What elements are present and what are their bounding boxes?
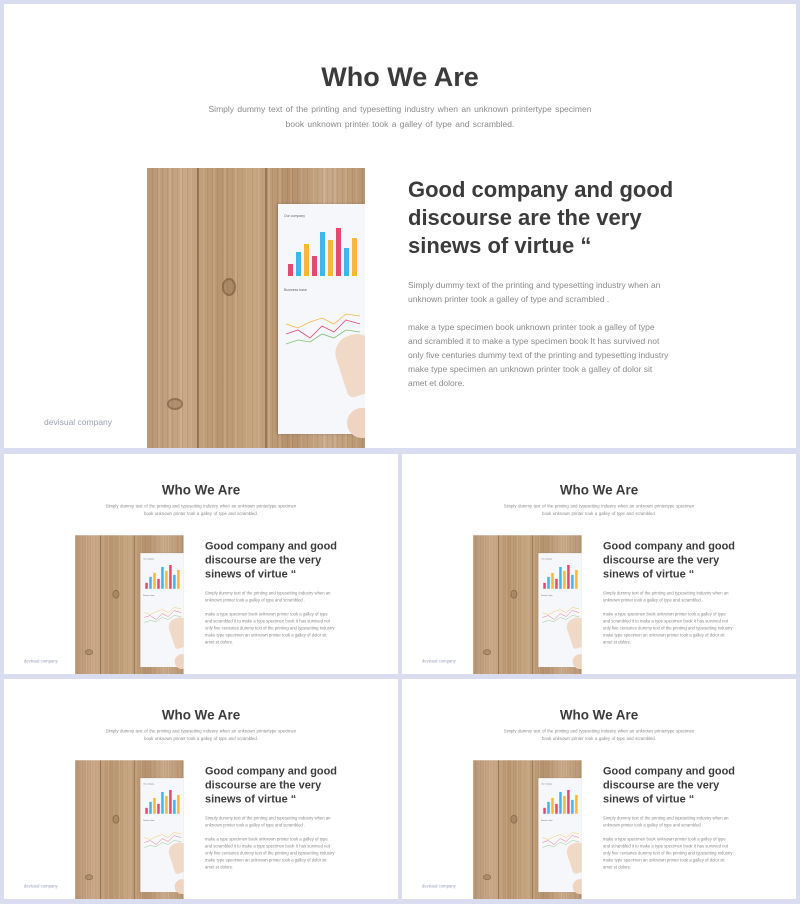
slide-subtitle: Simply dummy text of the printing and typesetting industry when an unknown printertype specimen book unknown printer took a galley of type and scrambled. — [105, 503, 297, 516]
quote-heading: Good company and good discourse are the very sinews of virtue “ — [204, 764, 337, 805]
body-paragraph-2: make a type specimen book unknown printer took a galley of type and scrambled it to make a type specimen book It has survived not only five centuries dummy text of the printing and typesetting industry make type specimen an unknown printer took a galley of dolor sit amet et dolore. — [204, 611, 335, 645]
slide-content — [4, 454, 398, 674]
body-paragraph-1: Simply dummy text of the printing and typesetting industry when an unknown printer took a galley of type and scrambled . — [204, 815, 331, 828]
hand-image — [573, 654, 582, 669]
paper-label: Our company — [541, 558, 552, 561]
slide-title: Who We Are — [559, 707, 639, 723]
hand-image — [573, 879, 582, 894]
slide-thumbnail-2[interactable] — [402, 454, 796, 674]
company-footer: devisual company — [23, 658, 58, 664]
paper-label: Business base — [284, 288, 307, 292]
slide-thumbnail-1[interactable] — [4, 454, 398, 674]
quote-heading: Good company and good discourse are the very sinews of virtue “ — [204, 539, 337, 580]
slide-title: Who We Are — [161, 707, 241, 723]
body-paragraph-2: make a type specimen book unknown printer took a galley of type and scrambled it to make a type specimen book It has survived not only five centuries dummy text of the printing and typesetting industry make type specimen an unknown printer took a galley of dolor sit amet et dolore. — [408, 322, 669, 388]
hand-image — [175, 654, 184, 669]
wood-table-photo — [147, 168, 365, 448]
slide-content — [4, 4, 796, 448]
body-paragraph-1: Simply dummy text of the printing and typesetting industry when an unknown printer took a galley of type and scrambled . — [602, 815, 729, 828]
slide-content — [402, 454, 796, 674]
paper-label: Our company — [284, 214, 306, 218]
company-footer: devisual company — [23, 883, 58, 889]
wood-table-photo — [473, 535, 581, 674]
company-footer: devisual company — [421, 658, 456, 664]
slide-title: Who We Are — [161, 482, 241, 498]
body-paragraph-2: make a type specimen book unknown printer took a galley of type and scrambled it to make a type specimen book It has survived not only five centuries dummy text of the printing and typesetting industry make type specimen an unknown printer took a galley of dolor sit amet et dolore. — [602, 836, 733, 870]
chart-paper-image — [140, 778, 183, 892]
quote-heading: Good company and good discourse are the very sinews of virtue “ — [602, 764, 735, 805]
quote-heading: Good company and good discourse are the very sinews of virtue “ — [408, 177, 674, 258]
quote-heading: Good company and good discourse are the very sinews of virtue “ — [602, 539, 735, 580]
slide-content — [402, 679, 796, 899]
wood-table-photo — [473, 760, 581, 899]
hand-image — [175, 879, 184, 894]
slide-content — [4, 679, 398, 899]
slide-main[interactable] — [4, 4, 796, 448]
company-footer: devisual company — [421, 883, 456, 889]
body-paragraph-1: Simply dummy text of the printing and typesetting industry when an unknown printer took a galley of type and scrambled . — [602, 590, 729, 603]
paper-label: Our company — [541, 783, 552, 786]
body-paragraph-1: Simply dummy text of the printing and typesetting industry when an unknown printer took a galley of type and scrambled . — [204, 590, 331, 603]
slide-title: Who We Are — [321, 62, 479, 92]
wood-table-photo — [75, 760, 183, 899]
slide-subtitle: Simply dummy text of the printing and typesetting industry when an unknown printertype specimen book unknown printer took a galley of type and scrambled. — [105, 728, 297, 741]
slide-subtitle: Simply dummy text of the printing and typesetting industry when an unknown printertype specimen book unknown printer took a galley of type and scrambled. — [208, 104, 592, 129]
paper-label: Our company — [143, 783, 154, 786]
slide-thumbnail-4[interactable] — [402, 679, 796, 899]
slide-title: Who We Are — [559, 482, 639, 498]
paper-label: Business base — [143, 819, 155, 822]
chart-paper-image — [278, 204, 365, 434]
slide-subtitle: Simply dummy text of the printing and typesetting industry when an unknown printertype specimen book unknown printer took a galley of type and scrambled. — [503, 728, 695, 741]
company-footer: devisual company — [44, 417, 113, 427]
body-paragraph-2: make a type specimen book unknown printer took a galley of type and scrambled it to make a type specimen book It has survived not only five centuries dummy text of the printing and typesetting industry make type specimen an unknown printer took a galley of dolor sit amet et dolore. — [602, 611, 733, 645]
body-paragraph-1: Simply dummy text of the printing and typesetting industry when an unknown printer took a galley of type and scrambled . — [408, 280, 661, 304]
chart-paper-image — [538, 778, 581, 892]
paper-label: Our company — [143, 558, 154, 561]
paper-label: Business base — [541, 594, 553, 597]
paper-label: Business base — [541, 819, 553, 822]
body-paragraph-2: make a type specimen book unknown printer took a galley of type and scrambled it to make a type specimen book It has survived not only five centuries dummy text of the printing and typesetting industry make type specimen an unknown printer took a galley of dolor sit amet et dolore. — [204, 836, 335, 870]
slide-subtitle: Simply dummy text of the printing and typesetting industry when an unknown printertype specimen book unknown printer took a galley of type and scrambled. — [503, 503, 695, 516]
wood-table-photo — [75, 535, 183, 674]
paper-label: Business base — [143, 594, 155, 597]
slide-thumbnail-3[interactable] — [4, 679, 398, 899]
chart-paper-image — [538, 553, 581, 667]
chart-paper-image — [140, 553, 183, 667]
